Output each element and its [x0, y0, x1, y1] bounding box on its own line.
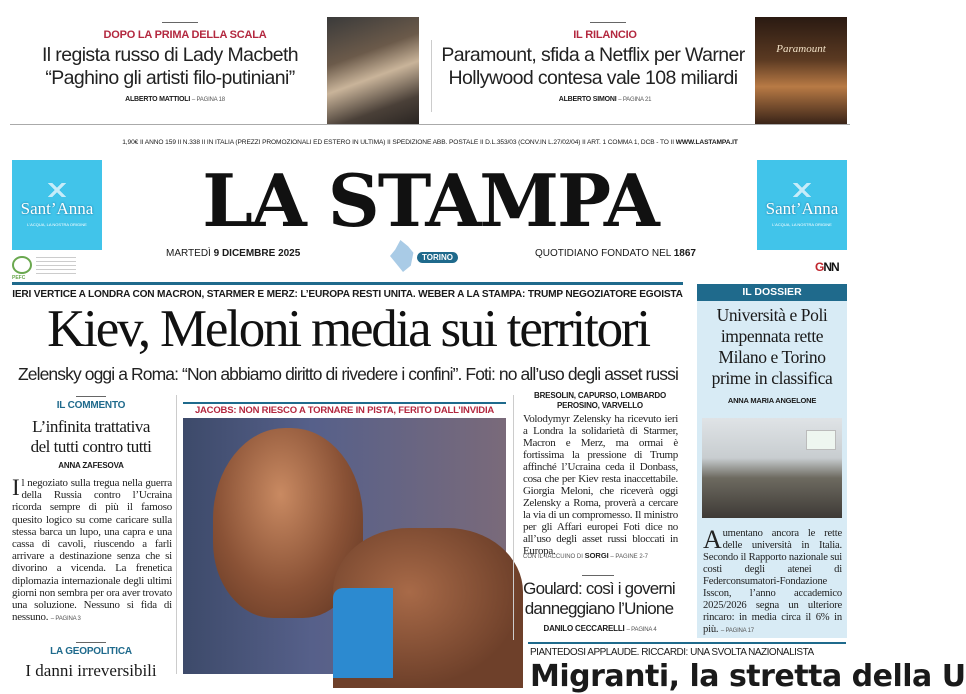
lead-kicker: IERI VERTICE A LONDRA CON MACRON, STARMER E MERZ: L’EUROPA RESTI UNITA. WEBER A LA STAMPA: TRUMP NEGOZIATORE EGOISTA — [12, 288, 683, 300]
teaser-byline: ALBERTO SIMONI – PAGINA 21 — [558, 96, 652, 103]
headline-line: Università e Poli — [716, 305, 828, 325]
masthead-title: LA STAMPA — [202, 157, 658, 243]
teaser-headline-line: “Paghino gli artisti filo-putiniani” — [45, 67, 295, 89]
teaser-byline: ALBERTO MATTIOLI – PAGINA 18 — [125, 96, 225, 103]
teaser-kicker: IL RILANCIO — [573, 29, 637, 41]
section-rule — [12, 282, 683, 285]
teaser-headline-line: Hollywood contesa vale 108 miliardi — [448, 67, 738, 89]
gnn-logo — [815, 258, 839, 276]
teaser-photo-opera[interactable] — [327, 17, 419, 124]
ad-tagline: L'ACQUA, LA NOSTRA ORIGINE — [772, 222, 832, 227]
commento-byline: ANNA ZAFESOVA — [58, 461, 124, 470]
ad-brand: Sant’Anna — [765, 199, 839, 218]
dossier-byline: ANNA MARIA ANGELONE — [727, 396, 817, 405]
headline-line: Milano e Torino — [718, 347, 826, 367]
teaser-headline-line: Il regista russo di Lady Macbeth — [41, 44, 299, 66]
pefc-label: PEFC — [12, 275, 26, 281]
commento-kicker: IL COMMENTO — [56, 400, 126, 411]
headline-line: danneggiano l’Unione — [524, 599, 674, 618]
headline-line: L’infinita trattativa — [32, 417, 150, 436]
ad-tagline: L'ACQUA, LA NOSTRA ORIGINE — [27, 222, 87, 227]
migranti-kicker: PIANTEDOSI APPLAUDE. RICCARDI: UNA SVOLTA NAZIONALISTA — [530, 647, 846, 658]
lead-byline: BRESOLIN, CAPURSO, LOMBARDO PEROSINO, VARVELLO — [534, 391, 666, 410]
gnn-label: GNN — [815, 260, 839, 274]
teaser-headline[interactable] — [20, 44, 320, 90]
section-rule — [183, 402, 506, 404]
date-line: MARTEDÌ 9 DICEMBRE 2025 — [166, 248, 301, 259]
divider — [176, 395, 177, 674]
teaser-headline[interactable] — [436, 44, 750, 90]
pefc-text — [36, 257, 76, 277]
photo-kicker: JACOBS: NON RIESCO A TORNARE IN PISTA, FERITO DALL’INVIDIA — [194, 405, 495, 416]
divider — [513, 395, 514, 640]
dossier-label: IL DOSSIER — [697, 284, 847, 301]
headline-line: Goulard: così i governi — [523, 579, 675, 598]
mountain-icon — [42, 183, 72, 197]
geopolitica-headline[interactable]: I danni irreversibili — [25, 661, 157, 680]
migranti-headline[interactable]: Migranti, la stretta della U — [530, 659, 966, 694]
headline-line: prime in classifica — [711, 368, 833, 388]
geopolitica-kicker: LA GEOPOLITICA — [50, 646, 132, 657]
piemonte-map-icon — [390, 240, 416, 272]
masthead-logo[interactable] — [160, 158, 700, 243]
info-line: 1,90€ II ANNO 159 II N.338 II IN ITALIA (PREZZI PROMOZIONALI ED ESTERO IN ULTIMA) II SPEDIZIONE ABB. POSTALE II D.L.353/03 (CONV.IN L.27/02/04) II ART. 1 COMMA 1, DCB - TO II WWW.LASTAMPA.IT — [122, 139, 738, 146]
dossier-headline[interactable] — [697, 305, 847, 389]
athlete-jersey — [333, 588, 393, 678]
commento-headline[interactable] — [8, 417, 174, 457]
commento-body: Il negoziato sulla tregua nella guerra della Russia contro l’Ucraina ricorda sempre di più il famoso quesito logico su come caricare sulla stessa barca un lupo, una capra e una cassa di cavoli, riuscendo a farli arrivare a destinazione senza che si divorino a vicenda. La frenetica diplomazia internazionale degli ultimi giorni non sembra per ora aver trovato una soluzione. Nessuno si fida di nessuno. – PAGINA 3 — [12, 475, 172, 624]
headline-line: del tutti contro tutti — [30, 437, 152, 456]
teaser-headline-line: Paramount, sfida a Netflix per Warner — [441, 44, 745, 66]
paramount-logo: Paramount — [776, 43, 826, 55]
teaser-photo-paramount[interactable] — [755, 17, 847, 124]
founded-line: QUOTIDIANO FONDATO NEL 1867 — [535, 248, 696, 259]
lead-subtitle: Zelensky oggi a Roma: “Non abbiamo diritto di rivedere i confini”. Foti: no all’uso degli asset russi — [17, 364, 678, 384]
mountain-icon — [787, 183, 817, 197]
lead-body: Volodymyr Zelensky ha ricevuto ieri a Londra la solidarietà di Starmer, Macron e Merz, ma ormai è fortissima la pressione di Trump affinché l’Ucraina ceda il Donbass, cosa che per Kiev resta inaccettabile. Giorgia Meloni, che riceverà oggi Zelensky a Roma, proverà a cercare la via di un compromesso. Il ministro per gli Affari europei Foti dice no all’uso degli asset russi bloccati in Europa. — [523, 413, 678, 557]
projector-screen — [806, 430, 836, 450]
section-rule — [528, 642, 846, 644]
lead-headline[interactable]: Kiev, Meloni media sui territori — [47, 300, 649, 358]
goulard-byline: DANILO CECCARELLI – PAGINA 4 — [543, 624, 657, 633]
goulard-headline[interactable] — [516, 579, 682, 619]
ad-santanna-right[interactable] — [757, 160, 847, 250]
dossier-body: Aumentano ancora le rette delle università in Italia. Secondo il Rapporto nazionale sui costi degli atenei di Federconsumatori-Fondazione Isscon, l’anno accademico 2025/2026 segna un ulteriore rincaro: in media circa il 6% in più. – PAGINA 17 — [703, 525, 842, 635]
lead-credit: CON IL TACCUINO DI SORGI – PAGINE 2-7 — [523, 551, 648, 560]
ad-santanna-left[interactable] — [12, 160, 102, 250]
teaser-kicker: DOPO LA PRIMA DELLA SCALA — [103, 29, 267, 41]
divider — [431, 40, 432, 112]
pefc-logo-icon — [12, 256, 32, 274]
ad-brand: Sant’Anna — [20, 199, 94, 218]
site-link[interactable]: WWW.LASTAMPA.IT — [675, 139, 738, 146]
lecture-hall-photo[interactable] — [702, 418, 842, 518]
edition-badge[interactable]: TORINO — [417, 252, 458, 263]
jacobs-photo[interactable] — [183, 418, 506, 674]
rule — [10, 124, 850, 125]
headline-line: impennata rette — [720, 326, 824, 346]
migranti-headline-clip — [530, 659, 966, 694]
